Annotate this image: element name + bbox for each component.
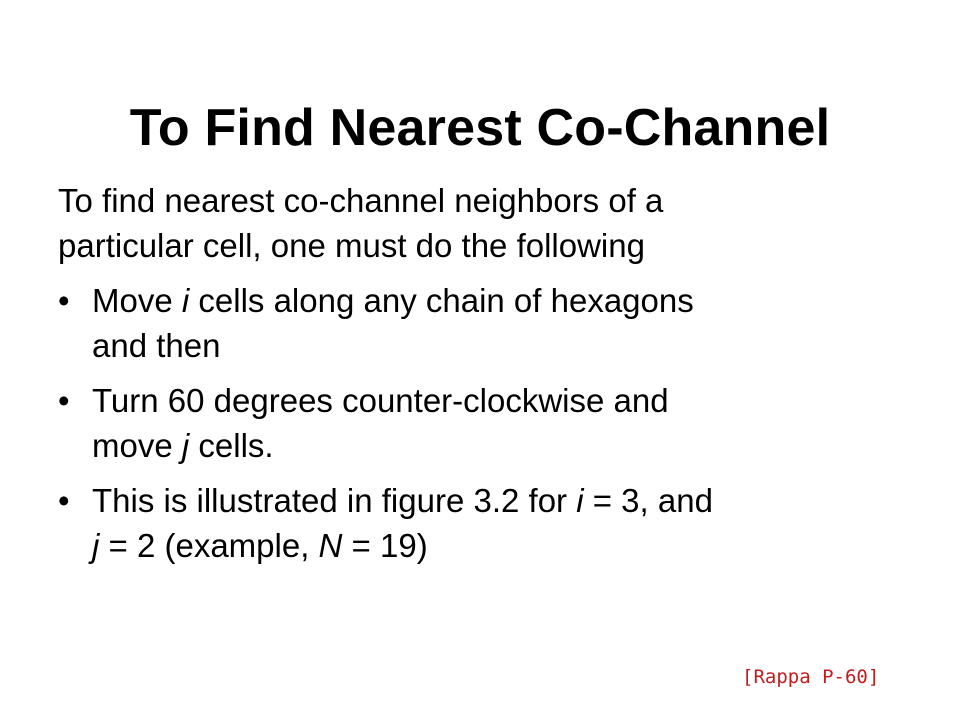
bullet-illustration-line-2 — [92, 523, 920, 568]
citation: [Rappa P-60] — [742, 666, 880, 688]
bullet-illustration-line-1 — [92, 478, 920, 523]
bullet-icon: • — [58, 482, 70, 519]
slide-title: To Find Nearest Co-Channel — [129, 98, 831, 157]
bullet-icon: • — [58, 382, 70, 419]
bullet-turn-suffix: cells. — [189, 427, 274, 464]
bullet-illustration-middle: = 2 (example, — [99, 527, 319, 564]
bullet-item-move — [58, 278, 920, 368]
intro-line-1: To find nearest co-channel neighbors of a — [58, 182, 664, 219]
bullet-move-line-1 — [92, 278, 920, 323]
variable-i: i — [576, 482, 584, 519]
variable-n: N — [318, 527, 343, 564]
bullet-move-prefix: Move — [92, 282, 182, 319]
variable-j: j — [181, 427, 190, 464]
bullet-icon: • — [58, 282, 70, 319]
bullet-move-suffix: cells along any chain of hexagons — [189, 282, 694, 319]
slide-body — [58, 178, 920, 578]
bullet-illustration-suffix: = 3, and — [583, 482, 713, 519]
variable-j: j — [92, 527, 100, 564]
variable-i: i — [181, 282, 190, 319]
bullet-move-line-2: and then — [92, 327, 221, 364]
bullet-turn-line-1: Turn 60 degrees counter-clockwise and — [92, 382, 669, 419]
intro-line-2: particular cell, one must do the following — [58, 227, 645, 264]
bullet-item-turn — [58, 378, 920, 468]
intro-paragraph — [58, 178, 920, 268]
bullet-item-illustration — [58, 478, 920, 568]
bullet-turn-line-2 — [92, 423, 920, 468]
bullet-illustration-prefix: This is illustrated in figure 3.2 for — [92, 482, 577, 519]
bullet-illustration-end: = 19) — [342, 527, 428, 564]
bullet-turn-prefix: move — [92, 427, 182, 464]
